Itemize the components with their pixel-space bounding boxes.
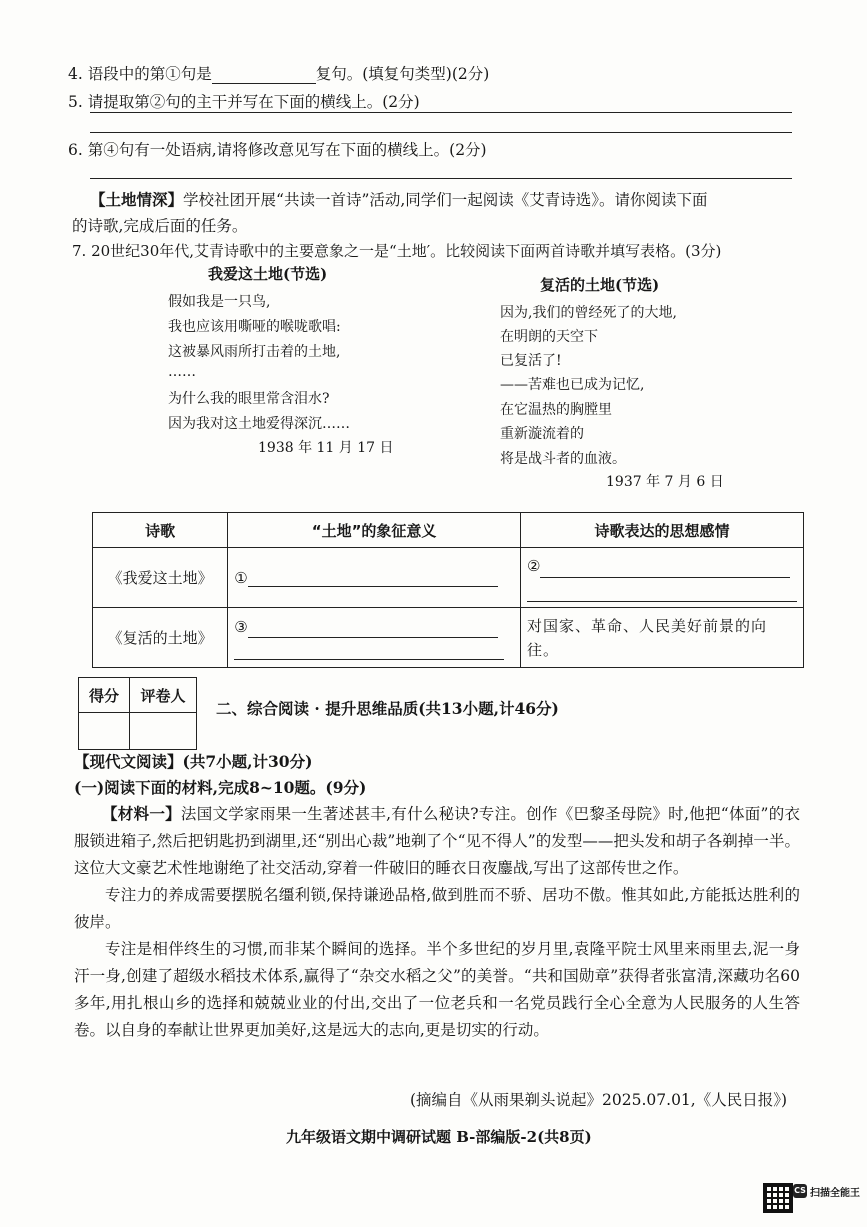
q4-after: 复句。(填复句类型)(2分) — [315, 65, 490, 83]
table-row — [93, 608, 804, 668]
grader-cell[interactable] — [130, 713, 197, 750]
poem1-line-2: 我也应该用嘶哑的喉咙歌唱: — [168, 319, 341, 335]
tudi-line2: 的诗歌,完成后面的任务。 — [72, 217, 248, 235]
poem1-date: 1938 年 11 月 17 日 — [258, 440, 394, 456]
q5-text: 5. 请提取第②句的主干并写在下面的横线上。(2分) — [68, 93, 420, 111]
poem2-line-7: 将是战斗者的血液。 — [500, 451, 626, 467]
row2-feeling-text: 对国家、革命、人民美好前景的向往。 — [526, 616, 767, 659]
poem2-title: 复活的土地(节选) — [540, 276, 660, 294]
poem1-line-4: …… — [168, 364, 196, 380]
header-symbol: “土地”的象征意义 — [228, 513, 521, 548]
poem1-line-3: 这被暴风雨所打击着的土地, — [168, 344, 341, 360]
scanner-logo-icon: CS — [793, 1184, 807, 1198]
material1-source: (摘编自《从雨果剃头说起》2025.07.01,《人民日报》) — [410, 1091, 788, 1109]
material1 — [74, 800, 800, 1044]
poem2-line-4: ——苦难也已成为记忆, — [500, 377, 645, 393]
q4-before: 4. 语段中的第①句是 — [68, 65, 212, 83]
row1-poem: 《我爱这土地》 — [93, 548, 228, 608]
material1-p2: 专注力的养成需要摆脱名缰利锁,保持谦逊品格,做到胜而不骄、居功不傲。惟其如此,方能抵达胜利的彼岸。 — [74, 886, 800, 931]
q7-text: 7. 20世纪30年代,艾青诗歌中的主要意象之一是“土地′。比较阅读下面两首诗歌并填写表格。(3分) — [72, 242, 722, 260]
q5-answer-line-2[interactable] — [90, 132, 792, 133]
q5-answer-line[interactable] — [90, 112, 792, 113]
poem1-line-5: 为什么我的眼里常含泪水? — [168, 391, 330, 407]
material1-p1: 法国文学家雨果一生著述甚丰,有什么秘诀?专注。创作《巴黎圣母院》时,他把“体面”的衣服锁进箱子,然后把钥匙扔到湖里,还“别出心裁”地剃了个“见不得人”的发型——把头发和胡子各剃掉一半。这位大文豪艺术性地谢绝了社交活动,穿着一件破旧的睡衣日夜鏖战,写出了这部传世之作。 — [74, 805, 800, 877]
section2-title: 二、综合阅读 · 提升思维品质(共13小题,计46分) — [216, 699, 559, 718]
row1-feeling-marker: ② — [526, 556, 541, 575]
row2-feeling-cell — [520, 608, 803, 668]
part1-heading: (一)阅读下面的材料,完成8~10题。(9分) — [74, 778, 367, 797]
q4-blank[interactable] — [212, 65, 316, 84]
poem-comparison-table — [92, 512, 804, 668]
score-cell[interactable] — [79, 713, 130, 750]
score-label: 得分 — [79, 678, 130, 713]
poem2-date: 1937 年 7 月 6 日 — [606, 474, 724, 490]
material1-tag: 【材料一】 — [102, 804, 181, 823]
poem2-line-1: 因为,我们的曾经死了的大地, — [500, 305, 677, 321]
q6-text: 6. 第④句有一处语病,请将修改意见写在下面的横线上。(2分) — [68, 141, 487, 159]
poem2-line-3: 已复活了! — [500, 353, 562, 369]
score-box — [78, 677, 197, 750]
row1-feeling-cell[interactable] — [520, 548, 803, 608]
table-header-row — [93, 513, 804, 548]
poem2-line-6: 重新漩流着的 — [500, 426, 584, 442]
row2-symbol-blank-2[interactable] — [234, 643, 504, 660]
header-poem: 诗歌 — [93, 513, 228, 548]
modern-reading-heading: 【现代文阅读】(共7小题,计30分) — [74, 752, 313, 771]
poem1-line-6: 因为我对这土地爱得深沉…… — [168, 416, 350, 432]
material1-p3: 专注是相伴终生的习惯,而非某个瞬间的选择。半个多世纪的岁月里,袁隆平院士风里来雨里去,泥一身汗一身,创建了超级水稻技术体系,赢得了“杂交水稻之父”的美誉。“共和国勋章”获得者张富清,深藏功名60多年,用扎根山乡的选择和兢兢业业的付出,交出了一位老兵和一名党员践行全心全意为人民服务的人生答卷。以自身的奉献让世界更加美好,这是远大的志向,更是切实的行动。 — [74, 940, 800, 1039]
row2-symbol-blank[interactable] — [248, 621, 498, 638]
poem2-line-5: 在它温热的胸膛里 — [500, 402, 612, 418]
row2-symbol-marker: ③ — [234, 617, 248, 636]
q6-answer-line[interactable] — [90, 178, 792, 179]
page-footer: 九年级语文期中调研试题 B-部编版-2(共8页) — [286, 1128, 592, 1146]
row1-symbol-cell[interactable] — [228, 548, 521, 608]
row1-feeling-blank-2[interactable] — [527, 583, 797, 602]
grader-label: 评卷人 — [130, 678, 197, 713]
row1-feeling-blank[interactable] — [540, 561, 790, 578]
tudi-line1: 学校社团开展“共读一首诗”活动,同学们一起阅读《艾青诗选》。请你阅读下面 — [183, 191, 708, 209]
poem1-title: 我爱这土地(节选) — [208, 265, 328, 283]
row1-symbol-marker: ① — [234, 569, 248, 587]
scanner-name: 扫描全能王 — [810, 1188, 860, 1199]
tudi-tag: 【土地情深】 — [90, 190, 184, 209]
poem1-line-1: 假如我是一只鸟, — [168, 294, 271, 310]
table-row — [93, 548, 804, 608]
header-feeling: 诗歌表达的思想感情 — [520, 513, 803, 548]
row1-symbol-blank[interactable] — [248, 568, 498, 587]
row2-poem: 《复活的土地》 — [93, 608, 228, 668]
row2-symbol-cell[interactable] — [228, 608, 521, 668]
qr-code-icon — [763, 1183, 793, 1213]
poem2-line-2: 在明朗的天空下 — [500, 329, 598, 345]
